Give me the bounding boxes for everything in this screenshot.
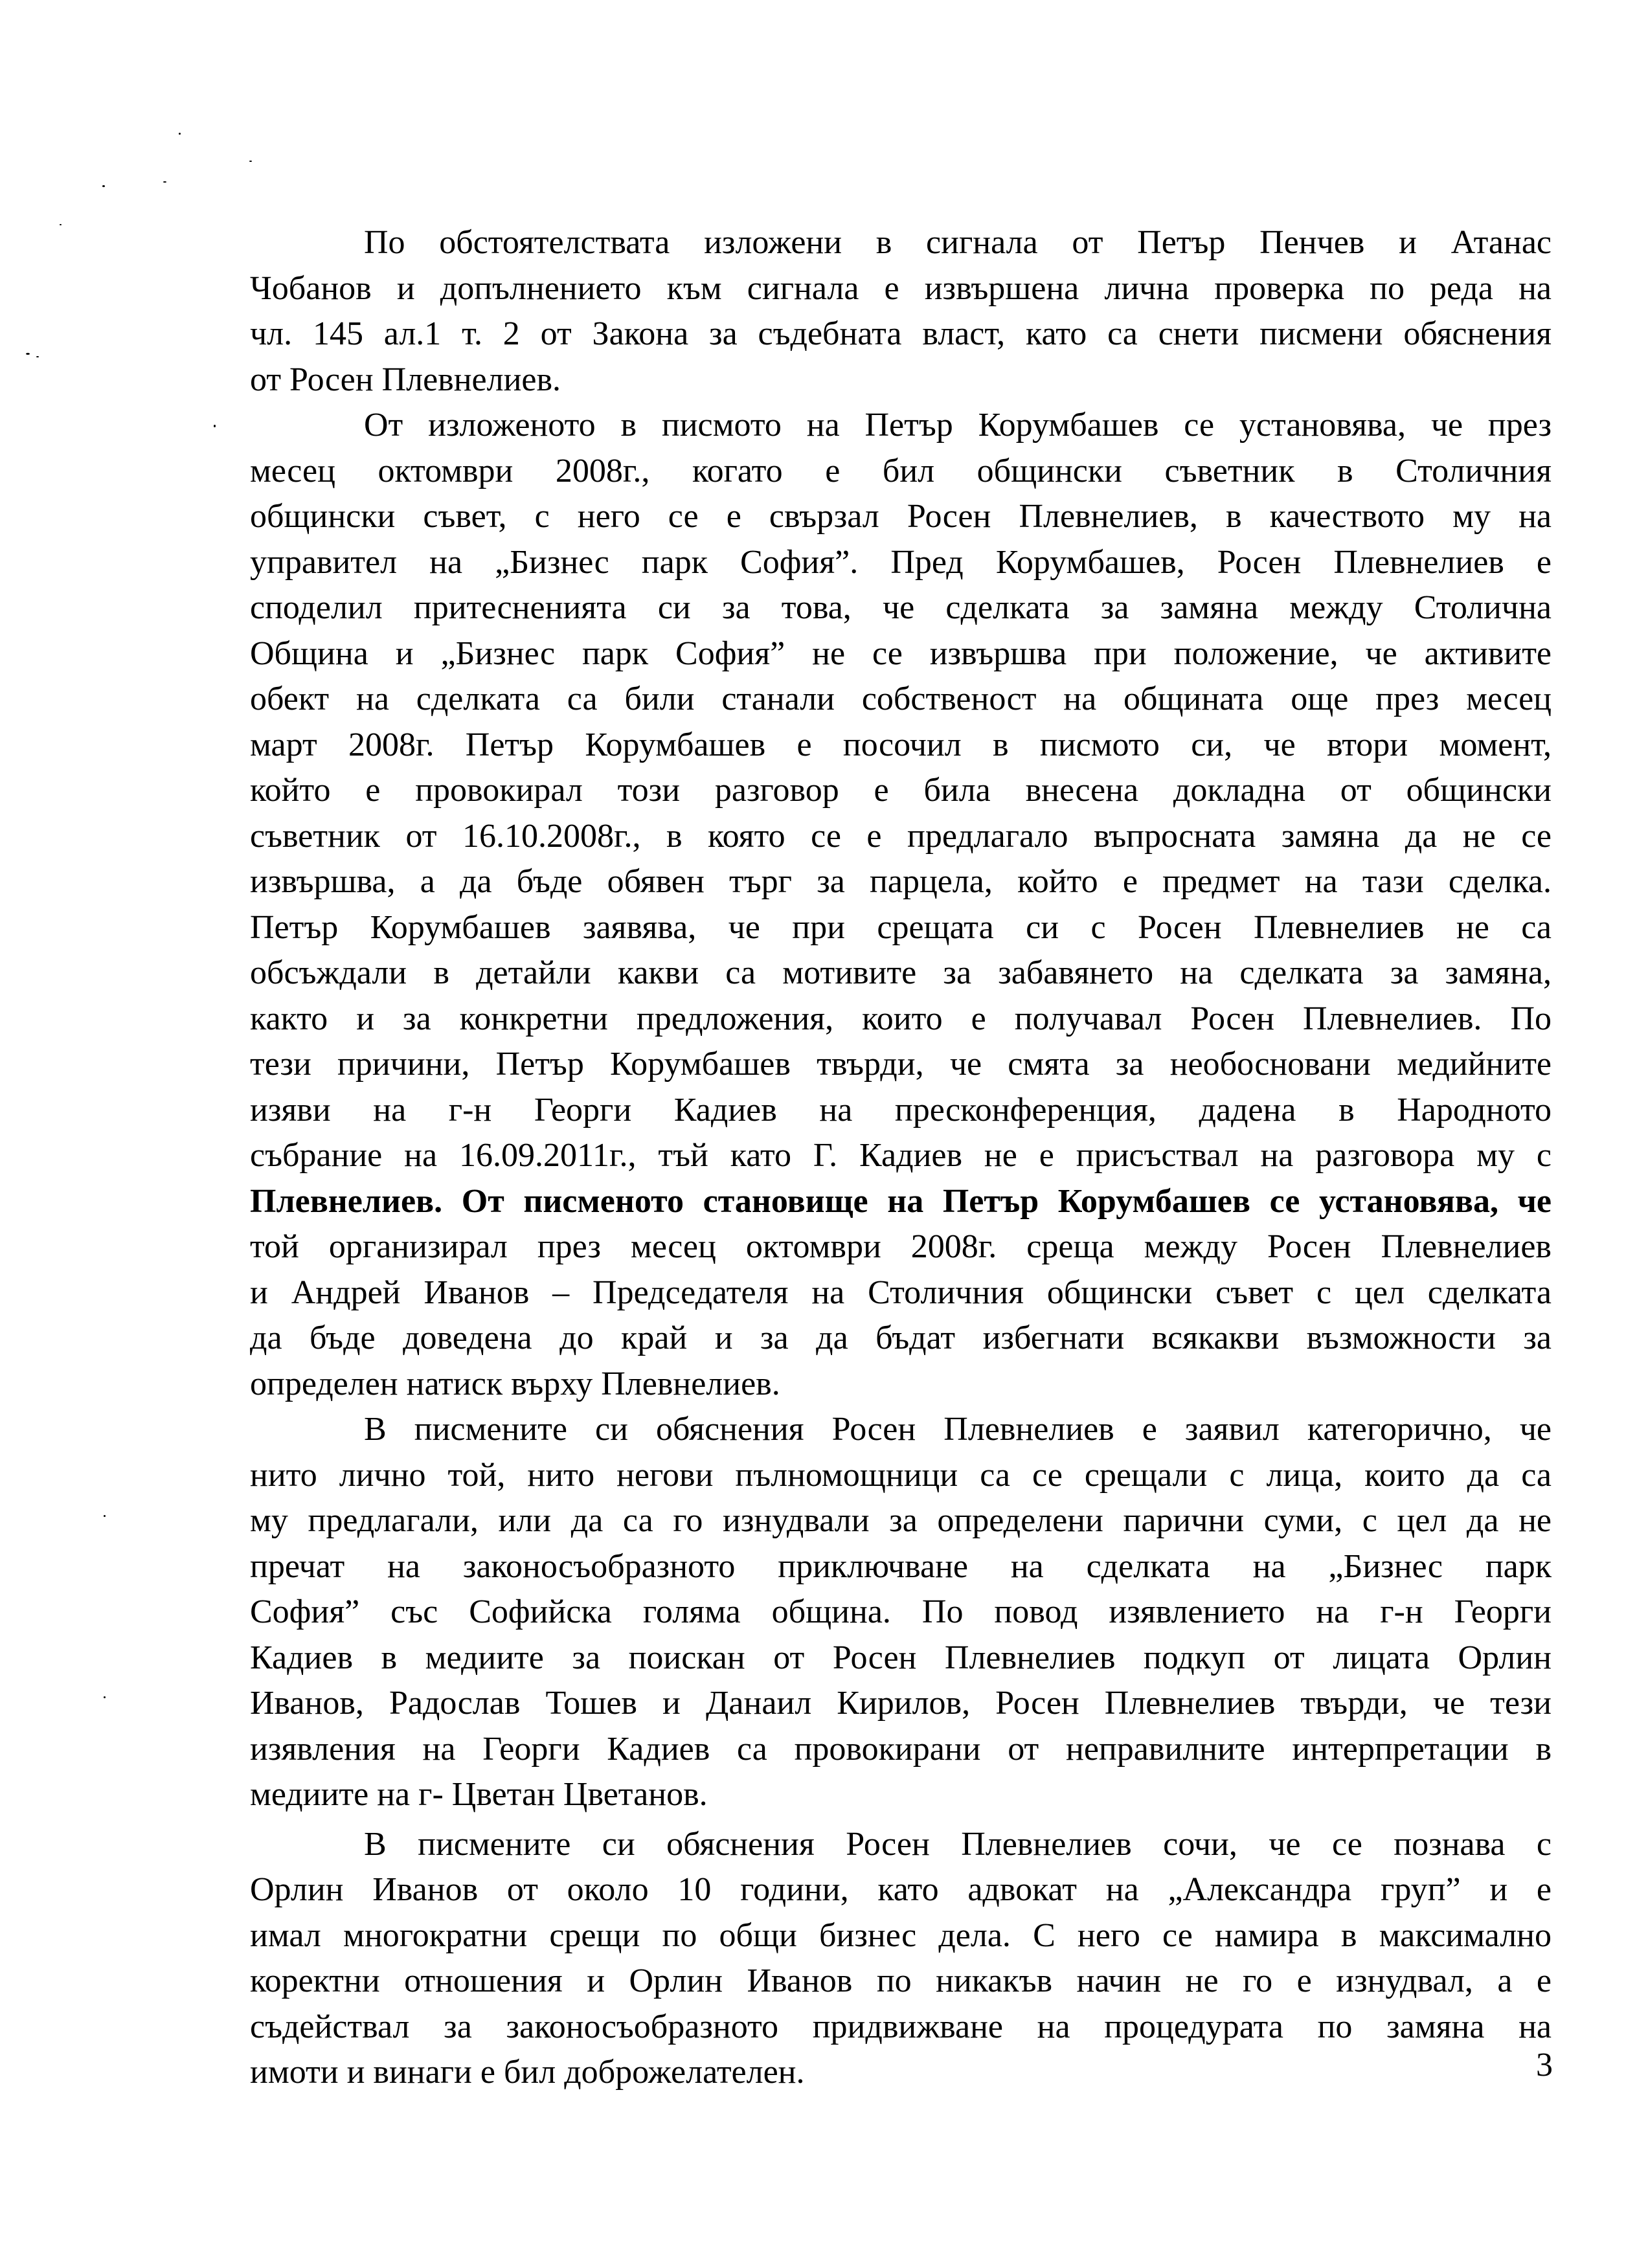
scan-speck: [104, 1696, 106, 1698]
text-line: извършва, а да бъде обявен търг за парцела, който е предмет на тази сделка.: [250, 863, 1552, 900]
text-line: споделил притесненията си за това, че сделката за замяна между Столична: [250, 589, 1552, 626]
text-line: му предлагали, или да са го изнудвали за определени парични суми, с цел да не: [250, 1502, 1552, 1539]
text-line: обсъждали в детайли какви са мотивите за забавянето на сделката за замяна,: [250, 954, 1552, 991]
text-line: медиите на г- Цветан Цветанов.: [250, 1776, 708, 1813]
text-line: събрание на 16.09.2011г., тъй като Г. Кадиев не е присъствал на разговора му с: [250, 1137, 1552, 1174]
paragraph: [250, 220, 1552, 403]
text-line: коректни отношения и Орлин Иванов по никакъв начин не го е изнудвал, а е: [250, 1962, 1552, 1999]
text-line: изявления на Георги Кадиев са провокирани от неправилните интерпретации в: [250, 1730, 1552, 1768]
scan-speck: [102, 185, 105, 187]
page-number: 3: [1536, 2047, 1553, 2083]
scan-speck: [104, 1515, 106, 1517]
text-line: той организирал през месец октомври 2008г. среща между Росен Плевнелиев: [250, 1228, 1552, 1265]
text-line: Кадиев в медиите за поискан от Росен Плевнелиев подкуп от лицата Орлин: [250, 1639, 1552, 1676]
text-line: съдействал за законосъобразното придвижване на процедурата по замяна на: [250, 2008, 1552, 2045]
text-line: Петър Корумбашев заявява, че при срещата си с Росен Плевнелиев не са: [250, 908, 1552, 946]
text-line: чл. 145 ал.1 т. 2 от Закона за съдебната власт, като са снети писмени обяснения: [250, 315, 1552, 352]
text-line: както и за конкретни предложения, които е получавал Росен Плевнелиев. По: [250, 1000, 1552, 1037]
scan-speck: [249, 161, 252, 162]
text-line: От изложеното в писмото на Петър Корумбашев се установява, че през: [364, 407, 1552, 443]
scan-speck: [60, 224, 62, 225]
text-line: тези причини, Петър Корумбашев твърди, че смята за необосновани медийните: [250, 1046, 1552, 1083]
text-line: съветник от 16.10.2008г., в която се е предлагало въпросната замяна да не се: [250, 817, 1552, 855]
paragraph: [250, 1822, 1552, 2096]
text-line: обект на сделката са били станали собственост на общината още през месец: [250, 680, 1552, 717]
text-line: Община и „Бизнес парк София” не се извършва при положение, че активите: [250, 634, 1552, 672]
text-line: нито лично той, нито негови пълномощници са се срещали с лица, които да са: [250, 1456, 1552, 1494]
scan-speck: [214, 425, 216, 427]
text-line: Иванов, Радослав Тошев и Данаил Кирилов, Росен Плевнелиев твърди, че тези: [250, 1685, 1552, 1722]
text-line: В писмените си обяснения Росен Плевнелиев сочи, че се познава с: [364, 1825, 1552, 1863]
text-line: Плевнелиев. От писменото становище на Петър Корумбашев се установява, че: [250, 1182, 1552, 1220]
text-line: имоти и винаги е бил доброжелателен.: [250, 2054, 805, 2091]
text-line: определен натиск върху Плевнелиев.: [250, 1365, 780, 1402]
text-line: По обстоятелствата изложени в сигнала от Петър Пенчев и Атанас: [364, 224, 1552, 261]
scan-speck: [179, 133, 181, 135]
text-line: Чобанов и допълнението към сигнала е извършена лична проверка по реда на: [250, 269, 1552, 307]
text-line: общински съвет, с него се е свързал Росен Плевнелиев, в качеството му на: [250, 498, 1552, 535]
text-line: В писмените си обяснения Росен Плевнелиев е заявил категорично, че: [364, 1411, 1552, 1448]
text-line: да бъде доведена до край и за да бъдат избегнати всякакви възможности за: [250, 1319, 1552, 1356]
paragraph: [250, 1407, 1552, 1818]
text-line: от Росен Плевнелиев.: [250, 361, 561, 398]
text-line: София” със Софийска голяма община. По повод изявлението на г-н Георги: [250, 1593, 1552, 1630]
text-line: Орлин Иванов от около 10 години, като адвокат на „Александра груп” и е: [250, 1871, 1552, 1908]
paragraph: [250, 403, 1552, 1407]
scan-speck: [36, 356, 39, 357]
text-line: който е провокирал този разговор е била внесена докладна от общински: [250, 772, 1552, 809]
text-line: месец октомври 2008г., когато е бил общински съветник в Столичния: [250, 452, 1552, 489]
text-line: изяви на г-н Георги Кадиев на пресконференция, дадена в Народното: [250, 1091, 1552, 1128]
text-line: пречат на законосъобразното приключване на сделката на „Бизнес парк: [250, 1547, 1552, 1585]
document-body: [250, 220, 1552, 2096]
text-line: март 2008г. Петър Корумбашев е посочил в писмото си, че втори момент,: [250, 726, 1552, 763]
scan-speck: [26, 353, 30, 355]
text-line: имал многократни срещи по общи бизнес дела. С него се намира в максимално: [250, 1916, 1552, 1954]
scan-speck: [163, 181, 166, 183]
text-line: и Андрей Иванов – Председателя на Столичния общински съвет с цел сделката: [250, 1274, 1552, 1311]
text-line: управител на „Бизнес парк София”. Пред Корумбашев, Росен Плевнелиев е: [250, 543, 1552, 581]
